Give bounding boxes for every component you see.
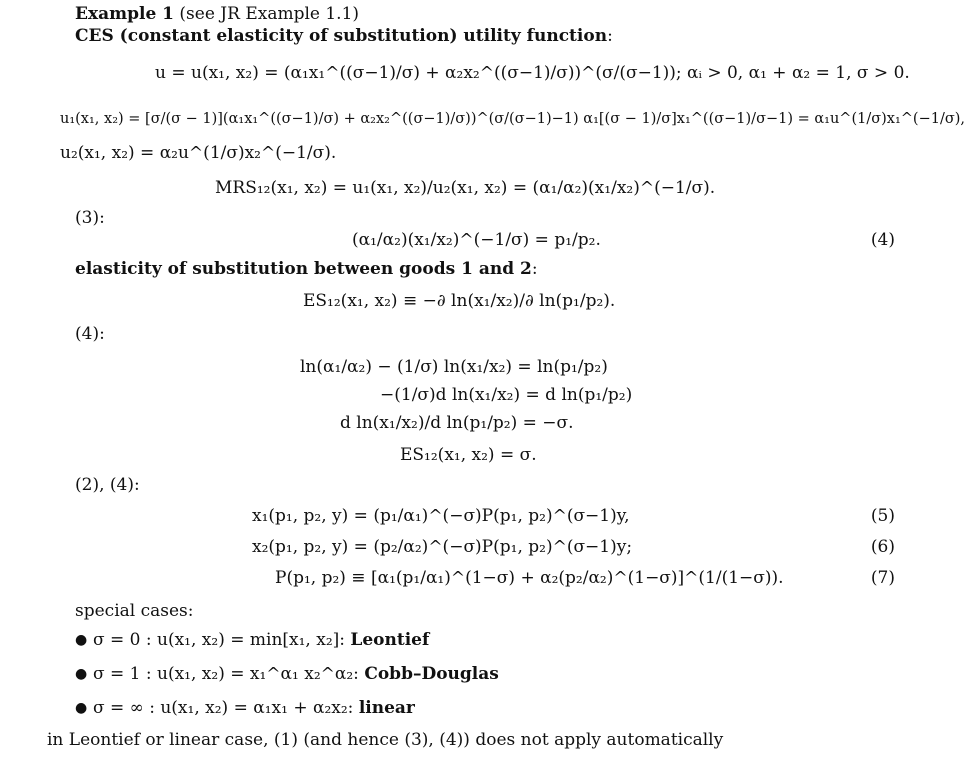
- example-reference: (see JR Example 1.1): [174, 4, 360, 24]
- case-linear-name: linear: [358, 698, 415, 718]
- elasticity-heading: [75, 258, 538, 280]
- case-leontief-math: σ = 0 : u(x₁, x₂) = min[x₁, x₂]:: [93, 630, 351, 650]
- case-linear-math: σ = ∞ : u(x₁, x₂) = α₁x₁ + α₂x₂:: [93, 698, 359, 718]
- marginal-utility-1-equation: u₁(x₁, x₂) = [σ/(σ − 1)](α₁x₁^((σ−1)/σ) + α₂x₂^((σ−1)/σ))^(σ/(σ−1)−1) α₁[(σ − 1)/σ]x₁^((σ−1)/σ−1) = α₁u^(1/σ)x₁^(−1/σ),: [60, 111, 965, 127]
- ces-heading: [75, 25, 613, 47]
- case-leontief: [93, 629, 429, 651]
- ref-3-label: (3):: [75, 208, 105, 228]
- footer-note: in Leontief or linear case, (1) (and hence (3), (4)) does not apply automatically: [47, 730, 724, 750]
- case-cobb-douglas-math: σ = 1 : u(x₁, x₂) = x₁^α₁ x₂^α₂:: [93, 664, 365, 684]
- derivation-step-1: ln(α₁/α₂) − (1/σ) ln(x₁/x₂) = ln(p₁/p₂): [300, 357, 608, 377]
- equation-5-number: (5): [870, 506, 895, 526]
- derivation-result: ES₁₂(x₁, x₂) = σ.: [400, 445, 537, 465]
- demand-equation-6: x₂(p₁, p₂, y) = (p₂/α₂)^(−σ)P(p₁, p₂)^(σ−1)y;: [252, 537, 633, 557]
- ces-colon: :: [607, 26, 613, 46]
- bullet-icon: ●: [75, 666, 88, 682]
- utility-equation: u = u(x₁, x₂) = (α₁x₁^((σ−1)/σ) + α₂x₂^((σ−1)/σ))^(σ/(σ−1)); αᵢ > 0, α₁ + α₂ = 1, σ > 0.: [155, 63, 910, 83]
- price-index-equation-7: P(p₁, p₂) ≡ [α₁(p₁/α₁)^(1−σ) + α₂(p₂/α₂)^(1−σ)]^(1/(1−σ)).: [275, 568, 784, 588]
- elasticity-definition-equation: ES₁₂(x₁, x₂) ≡ −∂ ln(x₁/x₂)/∂ ln(p₁/p₂).: [303, 291, 616, 311]
- elasticity-colon: :: [531, 259, 538, 279]
- case-cobb-douglas-name: Cobb–Douglas: [364, 664, 499, 684]
- ref-4-label: (4):: [75, 324, 105, 344]
- mrs-equation: MRS₁₂(x₁, x₂) = u₁(x₁, x₂)/u₂(x₁, x₂) = (α₁/α₂)(x₁/x₂)^(−1/σ).: [215, 178, 716, 198]
- marginal-utility-2-equation: u₂(x₁, x₂) = α₂u^(1/σ)x₂^(−1/σ).: [60, 143, 337, 163]
- case-leontief-name: Leontief: [350, 630, 430, 650]
- equation-4-number: (4): [870, 230, 895, 250]
- example-heading: [75, 3, 359, 25]
- ref-2-4-label: (2), (4):: [75, 475, 140, 495]
- demand-equation-5: x₁(p₁, p₂, y) = (p₁/α₁)^(−σ)P(p₁, p₂)^(σ−1)y,: [252, 506, 630, 526]
- case-cobb-douglas: [93, 663, 499, 685]
- ces-title: CES (constant elasticity of substitution) utility function: [75, 26, 608, 46]
- case-linear: [93, 697, 415, 719]
- equation-4: (α₁/α₂)(x₁/x₂)^(−1/σ) = p₁/p₂.: [352, 230, 601, 250]
- special-cases-label: special cases:: [75, 601, 194, 621]
- bullet-icon: ●: [75, 632, 88, 648]
- elasticity-title: elasticity of substitution between goods 1 and 2: [75, 259, 532, 279]
- example-title: Example 1: [75, 4, 175, 24]
- derivation-step-3: d ln(x₁/x₂)/d ln(p₁/p₂) = −σ.: [340, 413, 574, 433]
- equation-6-number: (6): [870, 537, 895, 557]
- equation-7-number: (7): [870, 568, 895, 588]
- bullet-icon: ●: [75, 700, 88, 716]
- derivation-step-2: −(1/σ)d ln(x₁/x₂) = d ln(p₁/p₂): [380, 385, 633, 405]
